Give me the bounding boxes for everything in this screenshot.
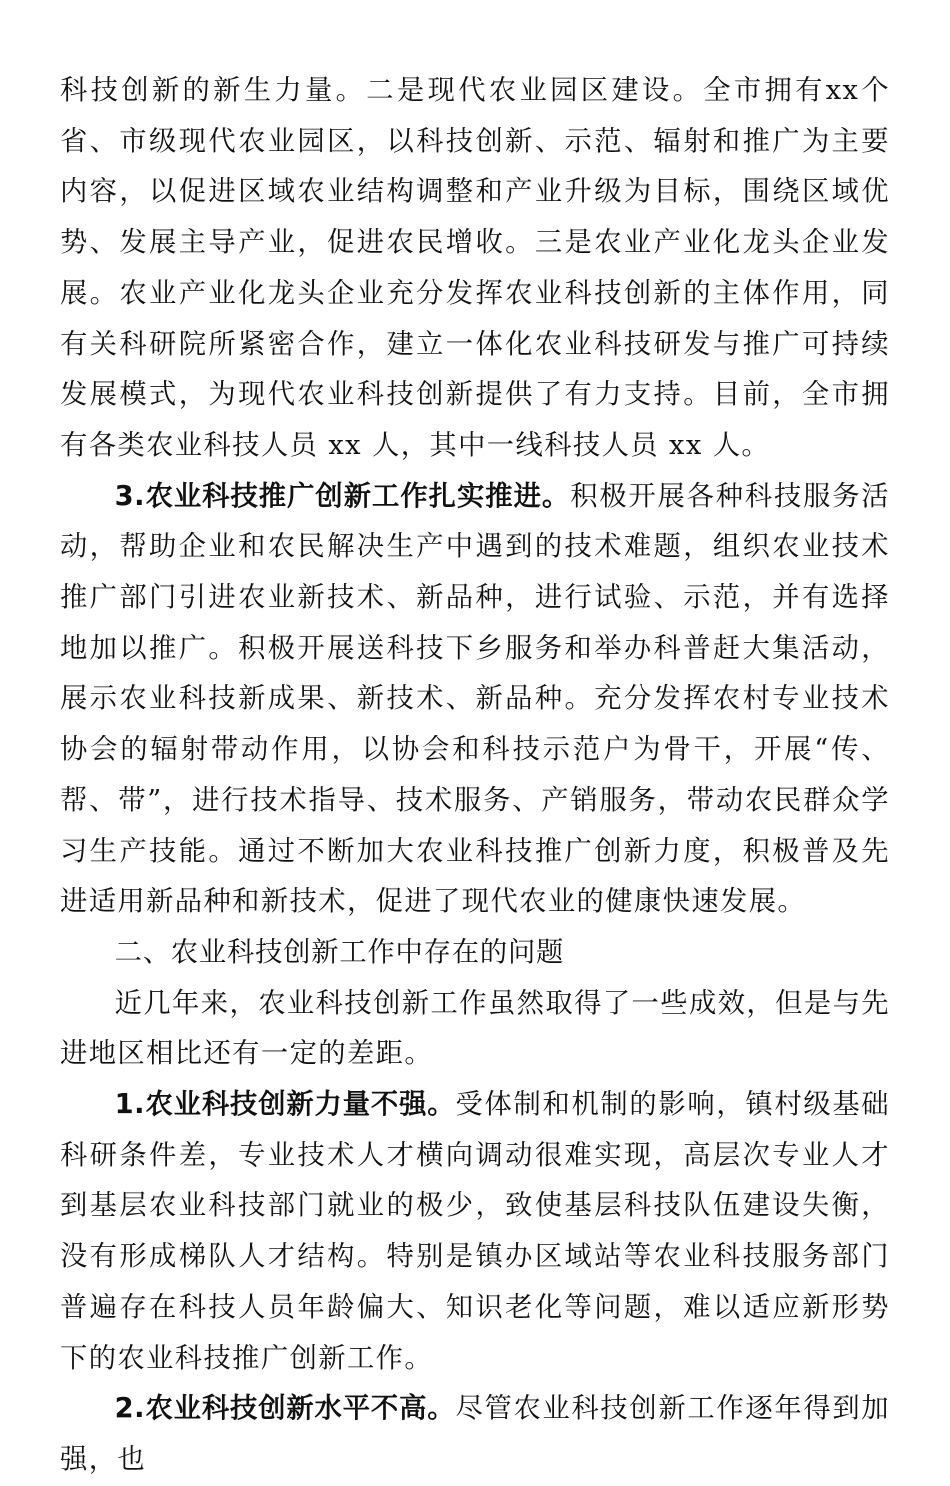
- paragraph-text: 积极开展各种科技服务活动，帮助企业和农民解决生产中遇到的技术难题，组织农业技术推广部门引进农业新技术、新品种，进行试验、示范，并有选择地加以推广。积极开展送科技下乡服务和举办科普赶大集活动，展示农业科技新成果、新技术、新品种。充分发挥农村专业技术协会的辐射带动作用，以协会和科技示范户为骨干，开展“传、帮、带”，进行技术指导、技术服务、产销服务，带动农民群众学习生产技能。通过不断加大农业科技推广创新力度，积极普及先进适用新品种和新技术，促进了现代农业的健康快速发展。: [60, 480, 891, 918]
- paragraph-lead: 2.农业科技创新水平不高。: [114, 1393, 456, 1425]
- paragraph-text: 受体制和机制的影响，镇村级基础科研条件差，专业技术人才横向调动很难实现，高层次专业人才到基层农业科技部门就业的极少，致使基层科技队伍建设失衡，没有形成梯队人才结构。特别是镇办区域站等农业科技服务部门普遍存在科技人员年龄偏大、知识老化等问题，难以适应新形势下的农业科技推广创新工作。: [60, 1089, 890, 1374]
- paragraph-extension-progress: [60, 472, 890, 928]
- paragraph-lead: 3.农业科技推广创新工作扎实推进。: [114, 480, 571, 512]
- paragraph-text: 尽管农业科技创新工作逐年得到加强，也: [60, 1393, 890, 1475]
- paragraph-text: 科技创新的新生力量。二是现代农业园区建设。全市拥有xx个省、市级现代农业园区，以科技创新、示范、辐射和推广为主要内容，以促进区域农业结构调整和产业升级为目标，围绕区域优势、发展主导产业，促进农民增收。三是农业产业化龙头企业发展。农业产业化龙头企业充分发挥农业科技创新的主体作用，同有关科研院所紧密合作，建立一体化农业科技研发与推广可持续发展模式，为现代农业科技创新提供了有力支持。目前，全市拥有各类农业科技人员 xx 人，其中一线科技人员 xx 人。: [60, 75, 890, 461]
- paragraph-continuation: [60, 66, 890, 472]
- paragraph-intro: [60, 979, 890, 1080]
- document-page: [60, 66, 890, 1486]
- paragraph-text: 近几年来，农业科技创新工作虽然取得了一些成效，但是与先进地区相比还有一定的差距。: [60, 987, 890, 1070]
- paragraph-lead: 1.农业科技创新力量不强。: [114, 1089, 456, 1121]
- paragraph-innovation-level: [60, 1384, 890, 1485]
- section-heading-problems: 二、农业科技创新工作中存在的问题: [114, 936, 565, 968]
- paragraph-innovation-strength: [60, 1080, 890, 1384]
